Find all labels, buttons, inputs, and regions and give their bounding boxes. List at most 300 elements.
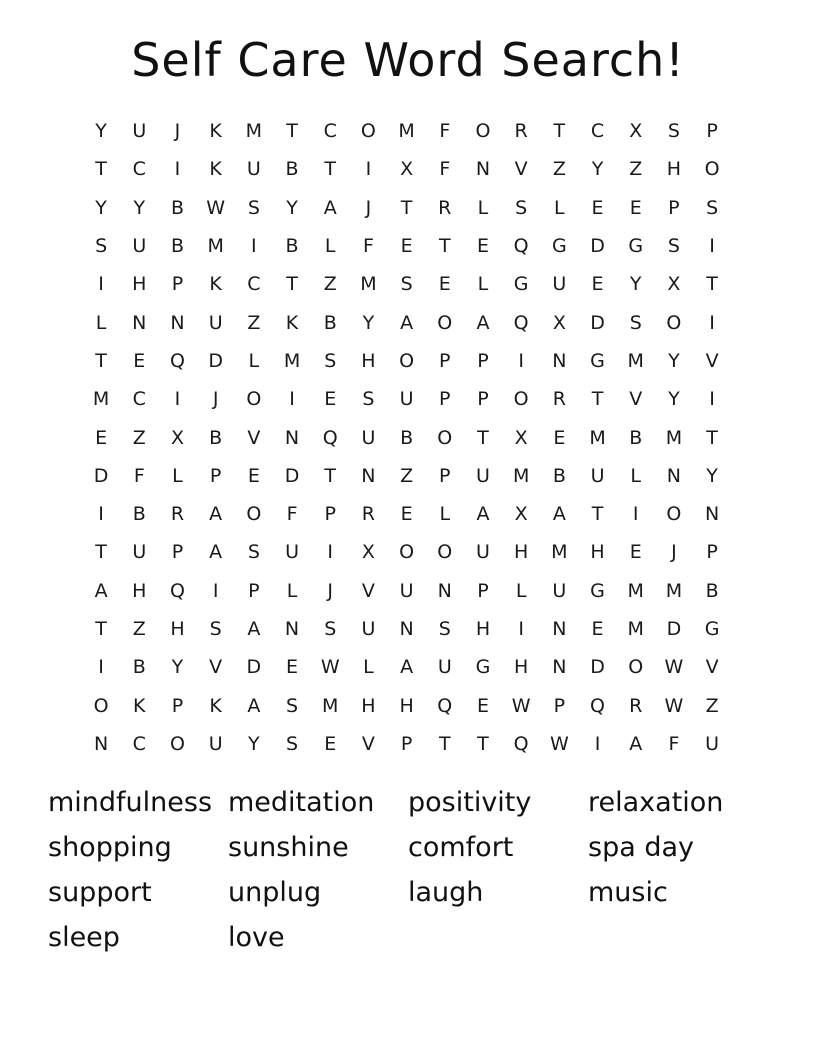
grid-cell[interactable]: I xyxy=(518,349,524,372)
word-list-item: shopping xyxy=(48,832,172,863)
grid-cell[interactable]: A xyxy=(476,311,490,334)
grid-cell[interactable]: N xyxy=(437,579,452,602)
grid-cell[interactable]: Y xyxy=(95,196,107,219)
grid-cell[interactable]: S xyxy=(286,732,299,755)
grid-cell[interactable]: I xyxy=(98,273,104,296)
grid-cell[interactable]: G xyxy=(475,656,491,679)
grid-cell[interactable]: P xyxy=(209,464,222,487)
grid-cell[interactable]: S xyxy=(209,618,222,640)
grid-cell[interactable]: Y xyxy=(95,120,107,143)
grid-cell[interactable]: E xyxy=(476,694,489,717)
grid-cell[interactable]: S xyxy=(515,196,528,219)
grid-cell[interactable]: N xyxy=(704,503,720,526)
grid-cell[interactable]: T xyxy=(95,541,107,564)
grid-cell[interactable]: T xyxy=(95,349,107,372)
grid-cell[interactable]: P xyxy=(706,120,718,143)
grid-cell[interactable]: Y xyxy=(286,196,298,219)
grid-cell[interactable]: O xyxy=(513,388,529,411)
grid-cell[interactable]: C xyxy=(132,388,146,411)
grid-cell[interactable]: Q xyxy=(513,732,529,755)
grid-cell[interactable]: L xyxy=(324,235,336,258)
grid-cell[interactable]: O xyxy=(437,426,453,449)
grid-cell[interactable]: L xyxy=(630,464,642,487)
grid-cell[interactable]: H xyxy=(132,273,147,296)
grid-cell[interactable]: Z xyxy=(247,311,261,334)
grid-cell[interactable]: P xyxy=(439,349,451,372)
grid-cell[interactable]: B xyxy=(705,579,719,602)
grid-cell[interactable]: X xyxy=(170,426,184,449)
grid-cell[interactable]: M xyxy=(207,235,224,258)
grid-cell[interactable]: T xyxy=(324,158,337,181)
grid-cell[interactable]: Z xyxy=(400,464,414,487)
grid-cell[interactable]: M xyxy=(512,464,530,487)
grid-cell[interactable]: Y xyxy=(248,732,260,755)
grid-cell[interactable]: Q xyxy=(322,426,338,449)
grid-cell[interactable]: T xyxy=(438,732,451,755)
grid-cell[interactable]: X xyxy=(667,273,681,296)
grid-cell[interactable]: H xyxy=(590,541,605,564)
grid-cell[interactable]: X xyxy=(400,158,414,181)
word-list-item: sunshine xyxy=(228,832,349,863)
grid-cell[interactable]: S xyxy=(324,618,337,640)
grid-cell[interactable]: K xyxy=(209,273,222,296)
grid-cell[interactable]: P xyxy=(400,732,413,755)
grid-cell[interactable]: I xyxy=(709,388,715,411)
grid-cell[interactable]: V xyxy=(247,426,261,449)
grid-cell[interactable]: H xyxy=(666,158,682,181)
grid-cell[interactable]: O xyxy=(246,503,262,526)
grid-cell[interactable]: Q xyxy=(513,311,529,334)
grid-cell[interactable]: S xyxy=(247,196,260,219)
grid-cell[interactable]: B xyxy=(629,426,643,449)
grid-cell[interactable]: M xyxy=(627,618,644,640)
grid-cell[interactable]: S xyxy=(400,273,413,296)
grid-cell[interactable]: M xyxy=(398,120,415,143)
word-list-item: music xyxy=(588,877,668,908)
grid-cell[interactable]: A xyxy=(629,732,643,755)
grid-cell[interactable]: C xyxy=(247,273,261,296)
grid-cell[interactable]: T xyxy=(95,618,107,640)
letter-grid xyxy=(82,112,731,763)
grid-cell[interactable]: I xyxy=(365,158,372,181)
grid-cell[interactable]: M xyxy=(245,120,263,143)
grid-cell[interactable]: S xyxy=(95,235,108,258)
grid-cell[interactable]: C xyxy=(132,732,146,755)
grid-cell[interactable]: M xyxy=(665,426,683,449)
grid-cell[interactable]: A xyxy=(552,503,566,526)
grid-cell[interactable]: F xyxy=(668,732,680,755)
grid-cell[interactable]: O xyxy=(475,120,491,143)
grid-cell[interactable]: I xyxy=(594,732,601,755)
grid-cell[interactable]: B xyxy=(209,426,223,449)
grid-cell[interactable]: R xyxy=(438,196,452,219)
grid-cell[interactable]: N xyxy=(284,426,300,449)
grid-cell[interactable]: C xyxy=(590,120,605,143)
grid-cell[interactable]: H xyxy=(170,618,185,640)
grid-cell[interactable]: G xyxy=(590,349,605,372)
grid-cell[interactable]: A xyxy=(247,618,261,640)
grid-cell[interactable]: Z xyxy=(705,694,719,717)
grid-cell[interactable]: O xyxy=(246,388,262,411)
grid-cell[interactable]: B xyxy=(400,426,414,449)
grid-cell[interactable]: T xyxy=(286,273,298,296)
grid-cell[interactable]: J xyxy=(212,388,219,411)
grid-cell[interactable]: Z xyxy=(629,158,643,181)
grid-cell[interactable]: M xyxy=(322,694,339,717)
page-title: Self Care Word Search! xyxy=(131,33,685,87)
grid-cell[interactable]: K xyxy=(285,311,299,334)
grid-cell[interactable]: D xyxy=(666,618,682,640)
grid-cell[interactable]: P xyxy=(477,579,489,602)
grid-cell[interactable]: Y xyxy=(706,464,718,487)
grid-cell[interactable]: I xyxy=(98,503,104,526)
grid-cell[interactable]: U xyxy=(285,541,299,564)
grid-cell[interactable]: U xyxy=(552,579,567,602)
grid-cell[interactable]: M xyxy=(92,388,110,411)
grid-cell[interactable]: O xyxy=(399,349,415,372)
grid-cell[interactable]: T xyxy=(95,158,107,181)
grid-cell[interactable]: B xyxy=(170,196,184,219)
grid-cell[interactable]: T xyxy=(591,503,604,526)
grid-cell[interactable]: R xyxy=(514,120,528,143)
grid-cell[interactable]: X xyxy=(514,426,528,449)
grid-cell[interactable]: P xyxy=(171,273,184,296)
grid-cell[interactable]: A xyxy=(400,656,414,679)
grid-cell[interactable]: A xyxy=(476,503,490,526)
grid-cell[interactable]: E xyxy=(95,426,108,449)
grid-cell[interactable]: P xyxy=(171,694,184,717)
grid-cell[interactable]: R xyxy=(170,503,185,526)
grid-cell[interactable]: T xyxy=(553,120,566,143)
grid-cell[interactable]: F xyxy=(439,120,451,143)
grid-cell[interactable]: E xyxy=(553,426,566,449)
grid-cell[interactable]: Z xyxy=(552,158,566,181)
grid-cell[interactable]: F xyxy=(362,235,374,258)
grid-cell[interactable]: I xyxy=(174,158,181,181)
grid-cell[interactable]: W xyxy=(664,656,684,679)
grid-cell[interactable]: E xyxy=(438,273,451,296)
grid-cell[interactable]: O xyxy=(437,541,453,564)
grid-cell[interactable]: H xyxy=(361,349,376,372)
word-list-item: comfort xyxy=(408,832,514,863)
grid-cell[interactable]: E xyxy=(629,196,642,219)
grid-cell[interactable]: E xyxy=(324,388,337,411)
grid-cell[interactable]: H xyxy=(361,694,376,717)
grid-cell[interactable]: D xyxy=(590,235,605,258)
grid-cell[interactable]: I xyxy=(327,541,334,564)
grid-cell[interactable]: L xyxy=(439,503,451,526)
grid-cell[interactable]: D xyxy=(208,349,223,372)
grid-cell[interactable]: U xyxy=(552,273,567,296)
grid-cell[interactable]: V xyxy=(209,656,223,679)
grid-cell[interactable]: L xyxy=(477,196,489,219)
grid-cell[interactable]: E xyxy=(400,503,413,526)
grid-cell[interactable]: I xyxy=(709,311,715,334)
grid-cell[interactable]: W xyxy=(664,694,684,717)
grid-cell[interactable]: A xyxy=(209,503,223,526)
grid-cell[interactable]: R xyxy=(629,694,643,717)
grid-cell[interactable]: P xyxy=(668,196,680,219)
grid-cell[interactable]: A xyxy=(247,694,261,717)
grid-cell[interactable]: J xyxy=(671,541,677,564)
grid-cell[interactable]: U xyxy=(590,464,605,487)
grid-cell[interactable]: I xyxy=(251,235,257,258)
grid-cell[interactable]: P xyxy=(439,388,451,411)
grid-cell[interactable]: L xyxy=(554,196,565,219)
grid-cell[interactable]: O xyxy=(169,732,185,755)
grid-cell[interactable]: Q xyxy=(437,694,453,717)
grid-cell[interactable]: V xyxy=(705,656,719,679)
grid-cell[interactable]: N xyxy=(93,732,109,755)
grid-cell[interactable]: U xyxy=(208,311,223,334)
grid-cell[interactable]: E xyxy=(133,349,146,372)
grid-cell[interactable]: U xyxy=(246,158,261,181)
grid-cell[interactable]: B xyxy=(552,464,566,487)
grid-cell[interactable]: K xyxy=(209,158,222,181)
grid-cell[interactable]: L xyxy=(172,464,183,487)
grid-cell[interactable]: U xyxy=(361,618,376,640)
grid-cell[interactable]: T xyxy=(706,273,718,296)
grid-cell[interactable]: Q xyxy=(169,579,185,602)
grid-cell[interactable]: B xyxy=(323,311,337,334)
word-list-item: relaxation xyxy=(588,787,724,818)
grid-cell[interactable]: I xyxy=(289,388,295,411)
grid-cell[interactable]: E xyxy=(629,541,642,564)
word-list-item: meditation xyxy=(228,787,375,818)
grid-cell[interactable]: Y xyxy=(133,196,146,219)
grid-cell[interactable]: B xyxy=(132,503,146,526)
grid-cell[interactable]: X xyxy=(361,541,375,564)
grid-cell[interactable]: I xyxy=(98,656,104,679)
grid-cell[interactable]: O xyxy=(666,503,682,526)
grid-cell[interactable]: O xyxy=(666,311,682,334)
grid-cell[interactable]: D xyxy=(246,656,262,679)
grid-cell[interactable]: O xyxy=(360,120,376,143)
grid-cell[interactable]: I xyxy=(518,618,524,640)
grid-cell[interactable]: V xyxy=(629,388,643,411)
word-list xyxy=(48,780,768,960)
grid-cell[interactable]: L xyxy=(477,273,489,296)
grid-cell[interactable]: M xyxy=(360,273,377,296)
grid-cell[interactable]: L xyxy=(363,656,374,679)
grid-cell[interactable]: R xyxy=(361,503,375,526)
grid-cell[interactable]: O xyxy=(93,694,109,717)
grid-cell[interactable]: D xyxy=(590,656,605,679)
grid-cell[interactable]: M xyxy=(627,579,644,602)
grid-cell[interactable]: E xyxy=(286,656,299,679)
grid-cell[interactable]: S xyxy=(362,388,375,411)
grid-cell[interactable]: G xyxy=(513,273,529,296)
grid-cell[interactable]: Y xyxy=(668,349,680,372)
grid-cell[interactable]: H xyxy=(514,541,529,564)
grid-cell[interactable]: V xyxy=(361,579,375,602)
grid-cell[interactable]: A xyxy=(400,311,414,334)
grid-cell[interactable]: N xyxy=(475,158,491,181)
grid-cell[interactable]: T xyxy=(324,464,337,487)
grid-cell[interactable]: Y xyxy=(362,311,375,334)
grid-cell[interactable]: G xyxy=(704,618,720,640)
grid-cell[interactable]: O xyxy=(399,541,415,564)
grid-cell[interactable]: G xyxy=(590,579,605,602)
grid-cell[interactable]: S xyxy=(706,196,719,219)
grid-cell[interactable]: V xyxy=(514,158,528,181)
grid-cell[interactable]: C xyxy=(132,158,146,181)
grid-cell[interactable]: M xyxy=(551,541,568,564)
grid-cell[interactable]: K xyxy=(209,694,222,717)
grid-cell[interactable]: U xyxy=(132,235,147,258)
grid-cell[interactable]: C xyxy=(323,120,337,143)
grid-cell[interactable]: Y xyxy=(171,656,184,679)
grid-cell[interactable]: W xyxy=(549,732,569,755)
grid-cell[interactable]: W xyxy=(511,694,531,717)
grid-cell[interactable]: E xyxy=(591,618,604,640)
grid-cell[interactable]: O xyxy=(437,311,453,334)
grid-cell[interactable]: L xyxy=(248,349,260,372)
grid-cell[interactable]: N xyxy=(552,618,567,640)
grid-cell[interactable]: E xyxy=(324,732,337,755)
grid-cell[interactable]: E xyxy=(247,464,260,487)
grid-cell[interactable]: Y xyxy=(629,273,642,296)
grid-cell[interactable]: Z xyxy=(132,618,146,640)
grid-cell[interactable]: P xyxy=(248,579,260,602)
grid-cell[interactable]: U xyxy=(132,120,147,143)
grid-cell[interactable]: I xyxy=(212,579,219,602)
grid-cell[interactable]: P xyxy=(324,503,336,526)
grid-cell[interactable]: F xyxy=(133,464,145,487)
grid-cell[interactable]: V xyxy=(705,349,719,372)
grid-cell[interactable]: D xyxy=(93,464,109,487)
grid-cell[interactable]: T xyxy=(286,120,298,143)
grid-cell[interactable]: N xyxy=(284,618,300,640)
grid-cell[interactable]: P xyxy=(477,388,489,411)
grid-cell[interactable]: F xyxy=(439,158,451,181)
grid-cell[interactable]: L xyxy=(515,579,527,602)
grid-cell[interactable]: A xyxy=(323,196,337,219)
grid-cell[interactable]: S xyxy=(247,541,260,564)
grid-cell[interactable]: U xyxy=(361,426,376,449)
grid-cell[interactable]: Z xyxy=(323,273,337,296)
grid-cell[interactable]: M xyxy=(283,349,301,372)
grid-cell[interactable]: P xyxy=(171,541,184,564)
grid-cell[interactable]: M xyxy=(589,426,606,449)
grid-cell[interactable]: J xyxy=(327,579,334,602)
grid-cell[interactable]: M xyxy=(627,349,644,372)
grid-cell[interactable]: G xyxy=(628,235,644,258)
grid-cell[interactable]: R xyxy=(552,388,566,411)
grid-cell[interactable]: B xyxy=(170,235,184,258)
grid-cell[interactable]: U xyxy=(399,388,414,411)
grid-cell[interactable]: T xyxy=(400,196,413,219)
grid-cell[interactable]: E xyxy=(476,235,489,258)
grid-cell[interactable]: G xyxy=(551,235,567,258)
grid-cell[interactable]: D xyxy=(284,464,300,487)
grid-cell[interactable]: U xyxy=(476,541,490,564)
grid-cell[interactable]: Q xyxy=(169,349,185,372)
grid-cell[interactable]: S xyxy=(286,694,299,717)
grid-cell[interactable]: Y xyxy=(591,158,604,181)
grid-cell[interactable]: Q xyxy=(513,235,529,258)
grid-cell[interactable]: Y xyxy=(668,388,680,411)
grid-cell[interactable]: K xyxy=(209,120,222,143)
grid-cell[interactable]: T xyxy=(438,235,451,258)
grid-cell[interactable]: M xyxy=(665,579,683,602)
grid-cell[interactable]: N xyxy=(361,464,376,487)
grid-cell[interactable]: N xyxy=(552,349,567,372)
grid-cell[interactable]: H xyxy=(399,694,414,717)
grid-cell[interactable]: L xyxy=(286,579,298,602)
grid-cell[interactable]: S xyxy=(324,349,337,372)
grid-cell[interactable]: I xyxy=(632,503,639,526)
grid-cell[interactable]: P xyxy=(477,349,489,372)
grid-cell[interactable]: E xyxy=(591,273,604,296)
grid-cell[interactable]: P xyxy=(439,464,451,487)
grid-cell[interactable]: H xyxy=(475,618,491,640)
grid-cell[interactable]: U xyxy=(208,732,223,755)
grid-cell[interactable]: T xyxy=(706,426,718,449)
grid-cell[interactable]: W xyxy=(206,196,226,219)
grid-cell[interactable]: Q xyxy=(590,694,606,717)
grid-cell[interactable]: U xyxy=(132,541,147,564)
grid-cell[interactable]: P xyxy=(553,694,566,717)
grid-cell[interactable]: A xyxy=(94,579,108,602)
grid-cell[interactable]: U xyxy=(437,656,452,679)
grid-cell[interactable]: S xyxy=(438,618,451,640)
grid-cell[interactable]: J xyxy=(174,120,181,143)
grid-cell[interactable]: L xyxy=(95,311,107,334)
grid-cell[interactable]: P xyxy=(706,541,718,564)
grid-cell[interactable]: F xyxy=(286,503,298,526)
grid-cell[interactable]: U xyxy=(705,732,720,755)
grid-cell[interactable]: H xyxy=(514,656,529,679)
grid-cell[interactable]: D xyxy=(590,311,605,334)
grid-cell[interactable]: I xyxy=(709,235,715,258)
grid-cell[interactable]: B xyxy=(132,656,146,679)
grid-cell[interactable]: S xyxy=(629,311,642,334)
grid-cell[interactable]: K xyxy=(133,694,146,717)
grid-cell[interactable]: V xyxy=(361,732,375,755)
grid-cell[interactable]: U xyxy=(399,579,414,602)
grid-cell[interactable]: E xyxy=(400,235,413,258)
grid-cell[interactable]: S xyxy=(667,235,680,258)
grid-cell[interactable]: X xyxy=(552,311,566,334)
grid-cell[interactable]: W xyxy=(320,656,340,679)
grid-cell[interactable]: N xyxy=(170,311,185,334)
grid-cell[interactable]: J xyxy=(365,196,372,219)
grid-cell[interactable]: T xyxy=(591,388,604,411)
grid-cell[interactable]: N xyxy=(399,618,414,640)
grid-cell[interactable]: Z xyxy=(132,426,146,449)
grid-cell[interactable]: E xyxy=(591,196,604,219)
grid-cell[interactable]: O xyxy=(628,656,644,679)
grid-cell[interactable]: A xyxy=(209,541,223,564)
grid-cell[interactable]: U xyxy=(476,464,490,487)
grid-cell[interactable]: B xyxy=(285,235,299,258)
grid-cell[interactable]: N xyxy=(666,464,682,487)
grid-cell[interactable]: X xyxy=(514,503,528,526)
grid-cell[interactable]: O xyxy=(704,158,720,181)
word-list-item: unplug xyxy=(228,877,322,908)
grid-cell[interactable]: B xyxy=(285,158,299,181)
grid-cell[interactable]: S xyxy=(667,120,680,143)
grid-cell[interactable]: T xyxy=(477,426,489,449)
grid-cell[interactable]: T xyxy=(477,732,489,755)
grid-cell[interactable]: H xyxy=(132,579,147,602)
grid-cell[interactable]: X xyxy=(629,120,643,143)
grid-cell[interactable]: N xyxy=(132,311,147,334)
word-list-item: laugh xyxy=(408,877,484,908)
grid-cell[interactable]: N xyxy=(552,656,567,679)
grid-cell[interactable]: I xyxy=(174,388,181,411)
